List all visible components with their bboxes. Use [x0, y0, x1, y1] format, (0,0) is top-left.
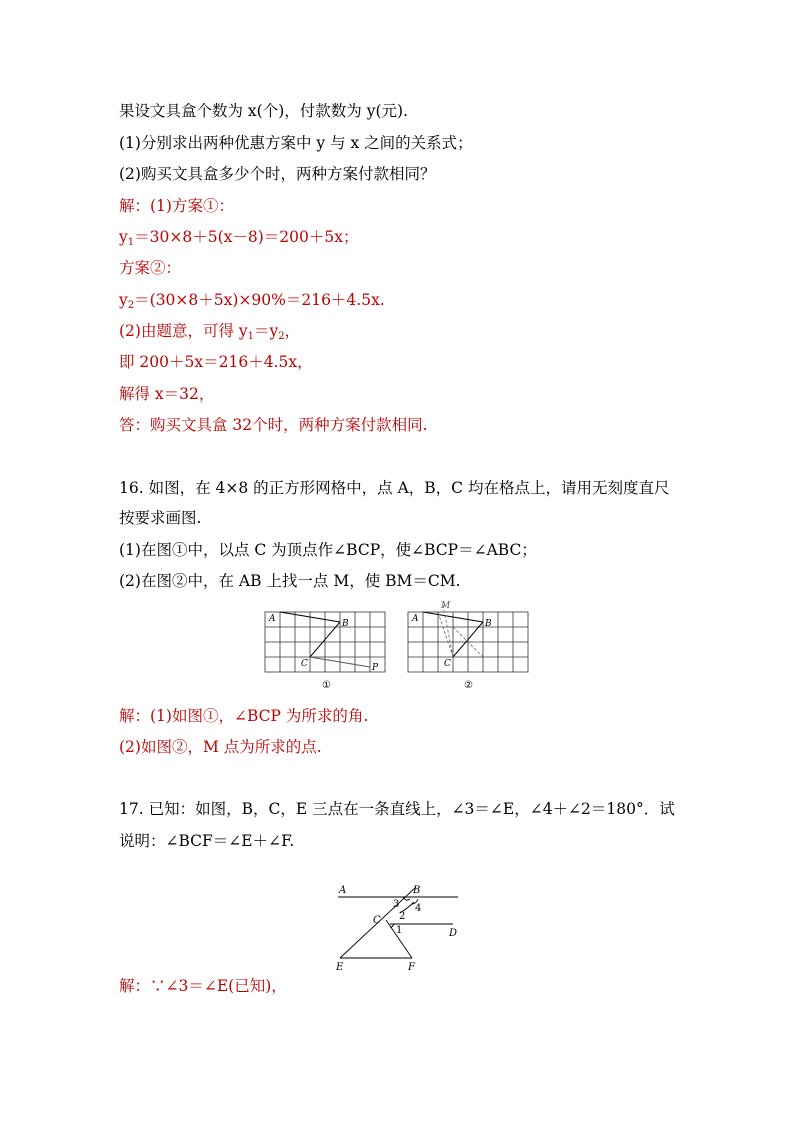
label-e: E: [336, 962, 344, 973]
label-d: D: [449, 928, 458, 939]
label-a: A: [269, 614, 276, 624]
p15-plan2-label: 方案②：: [119, 259, 182, 277]
grid-figure-1: [262, 608, 392, 694]
angle-mark-3: [403, 897, 410, 900]
angle-label-1: 1: [396, 925, 403, 936]
p17-question-line2: 说明：∠BCF＝∠E＋∠F.: [119, 832, 295, 850]
p15-answer: 答：购买文具盒 32个时，两种方案付款相同.: [119, 416, 428, 434]
geometry-figure-17: [330, 880, 470, 975]
angle-label-4: 4: [415, 903, 422, 914]
p15-question-1: (1)分别求出两种优惠方案中 y 与 x 之间的关系式；: [119, 134, 473, 152]
p16-question-1: (1)在图①中，以点 C 为顶点作∠BCP，使∠BCP＝∠ABC；: [119, 541, 537, 559]
label-c: C: [444, 659, 451, 669]
p15-question-2: (2)购买文具盒多少个时，两种方案付款相同？: [119, 165, 436, 183]
grid-figure-2: [405, 600, 533, 694]
p16-answer-2: (2)如图②，M 点为所求的点.: [119, 738, 322, 756]
p15-solution-2: (2)由题意，可得 $y_1=y_2$，: [119, 322, 301, 342]
construction-line-1: [438, 612, 453, 657]
label-a: A: [412, 614, 419, 624]
p16-question-line2: 按要求画图.: [119, 509, 202, 527]
p15-solution-head: 解：(1)方案①：: [119, 197, 234, 215]
p16-question-2: (2)在图②中，在 AB 上找一点 M，使 BM＝CM.: [119, 572, 461, 590]
p17-question-line1: 17. 已知：如图，B，C，E 三点在一条直线上，∠3＝∠E，∠4＋∠2＝180°．试: [119, 800, 675, 818]
p15-equation: 即 200＋5x＝216＋4.5x，: [119, 353, 313, 371]
label-m: M: [441, 601, 451, 611]
label-b: B: [342, 619, 349, 629]
label-f: F: [408, 962, 415, 973]
p15-intro: 果设文具盒个数为 x(个)，付款数为 y(元).: [119, 102, 408, 120]
p15-result: 解得 x＝32，: [119, 385, 215, 403]
label-p: P: [372, 663, 379, 673]
label-c: C: [373, 915, 381, 926]
figure-2-caption: ②: [464, 680, 473, 691]
p15-y1-formula: $y_1=30\times 8+5(x-8)=200+5x$；: [119, 228, 359, 248]
p17-answer-1: 解：∵∠3＝∠E(已知)，: [119, 977, 287, 995]
label-b: B: [485, 619, 492, 629]
angle-label-2: 2: [399, 911, 406, 922]
p15-y2-formula: $y_2=(30\times 8+5x)\times 90\%=216+4.5x$.: [119, 291, 385, 311]
figure-1-caption: ①: [322, 680, 331, 691]
angle-label-3: 3: [393, 899, 400, 910]
p16-question-line1: 16. 如图，在 4×8 的正方形网格中，点 A，B，C 均在格点上，请用无刻度直尺: [119, 479, 670, 497]
label-c: C: [301, 659, 308, 669]
label-b: B: [413, 885, 421, 896]
label-a: A: [339, 885, 347, 896]
p16-answer-1: 解：(1)如图①，∠BCP 为所求的角.: [119, 707, 369, 725]
